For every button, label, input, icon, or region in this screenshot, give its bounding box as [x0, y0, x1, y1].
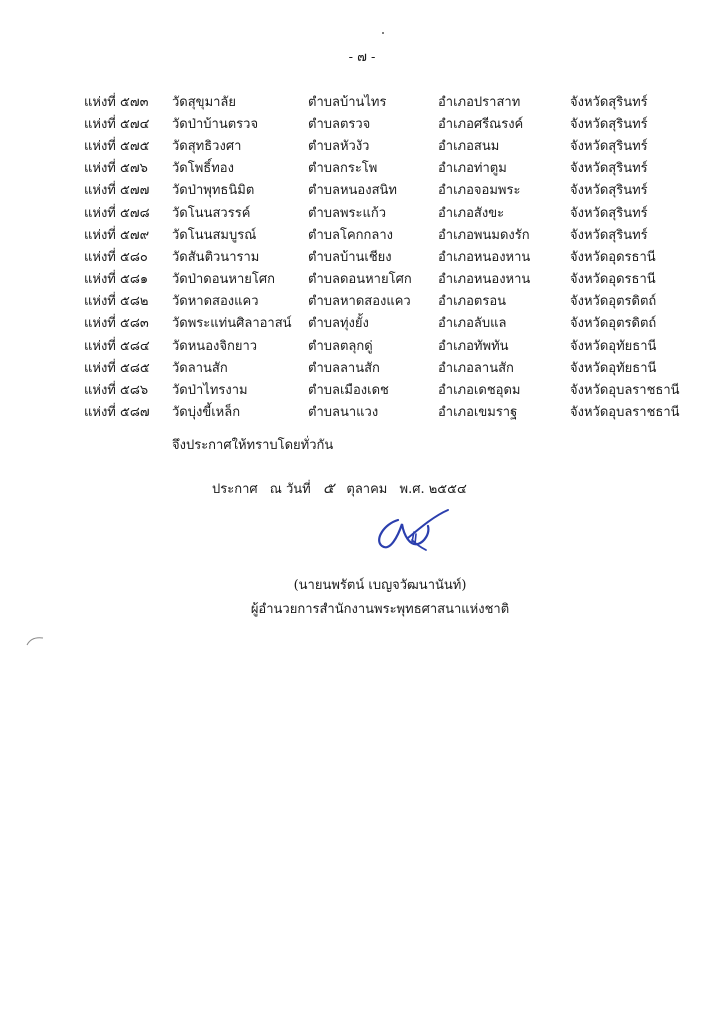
entry-number: แห่งที่ ๕๘๔ — [84, 338, 150, 354]
district: อำเภอปราสาท — [438, 94, 521, 110]
district: อำเภอจอมพระ — [438, 183, 521, 199]
entry-number: แห่งที่ ๕๗๘ — [84, 205, 150, 221]
temple-name: วัดโพธิ์ทอง — [172, 161, 234, 177]
table-row — [84, 312, 700, 334]
province: จังหวัดอุดรธานี — [570, 272, 656, 288]
subdistrict: ตำบลตลุกดู่ — [308, 338, 373, 354]
table-row — [84, 401, 700, 423]
table-row — [84, 223, 700, 245]
dateline-day: ๕ — [322, 479, 335, 497]
dateline-prefix: ประกาศ — [212, 482, 258, 497]
subdistrict: ตำบลตรวจ — [308, 116, 371, 132]
table-row — [84, 334, 700, 356]
district: อำเภอเขมราฐ — [438, 405, 518, 421]
temple-name: วัดพระแท่นศิลาอาสน์ — [172, 316, 292, 332]
entry-number: แห่งที่ ๕๗๖ — [84, 161, 148, 177]
province: จังหวัดอุตรดิตถ์ — [570, 316, 657, 332]
province: จังหวัดอุทัยธานี — [570, 338, 657, 354]
signer-name: (นายนพรัตน์ เบญจวัฒนานันท์) — [293, 578, 467, 593]
province: จังหวัดอุตรดิตถ์ — [570, 294, 657, 310]
table-row — [84, 179, 700, 201]
entry-number: แห่งที่ ๕๗๗ — [84, 183, 150, 199]
subdistrict: ตำบลเมืองเดช — [308, 383, 389, 399]
subdistrict: ตำบลโคกกลาง — [308, 227, 393, 243]
subdistrict: ตำบลกระโพ — [308, 161, 378, 177]
dateline-on-day: ณ วันที่ — [269, 482, 311, 497]
district: อำเภอท่าตูม — [438, 161, 507, 177]
table-row — [84, 290, 700, 312]
temple-name: วัดป่าบ้านตรวจ — [172, 116, 259, 132]
entry-number: แห่งที่ ๕๗๓ — [84, 94, 149, 110]
subdistrict: ตำบลหัวงัว — [308, 138, 370, 154]
table-row — [84, 201, 700, 223]
entry-number: แห่งที่ ๕๘๗ — [84, 405, 150, 421]
table-row — [84, 157, 700, 179]
temple-name: วัดป่าไทรงาม — [172, 383, 248, 399]
scan-artifact-mark — [26, 636, 44, 646]
table-row — [84, 112, 700, 134]
entry-number: แห่งที่ ๕๘๒ — [84, 294, 149, 310]
province: จังหวัดสุรินทร์ — [570, 227, 648, 243]
province: จังหวัดสุรินทร์ — [570, 138, 648, 154]
temple-name: วัดบุ่งขี้เหล็ก — [172, 405, 241, 421]
entry-number: แห่งที่ ๕๘๓ — [84, 316, 149, 332]
entry-number: แห่งที่ ๕๘๕ — [84, 360, 150, 376]
district: อำเภอตรอน — [438, 294, 507, 310]
entry-number: แห่งที่ ๕๘๑ — [84, 272, 149, 288]
temple-name: วัดป่าดอนหายโศก — [172, 272, 276, 288]
province: จังหวัดสุรินทร์ — [570, 94, 648, 110]
province: จังหวัดสุรินทร์ — [570, 116, 648, 132]
temple-name: วัดสุขุมาลัย — [172, 94, 237, 110]
district: อำเภอทัพทัน — [438, 338, 509, 354]
entry-number: แห่งที่ ๕๗๔ — [84, 116, 150, 132]
subdistrict: ตำบลดอนหายโศก — [308, 272, 412, 288]
district: อำเภอพนมดงรัก — [438, 227, 530, 243]
temple-name: วัดโนนสวรรค์ — [172, 205, 251, 221]
table-row — [84, 245, 700, 267]
province: จังหวัดอุดรธานี — [570, 249, 656, 265]
subdistrict: ตำบลนาแวง — [308, 405, 379, 421]
province: จังหวัดสุรินทร์ — [570, 205, 648, 221]
province: จังหวัดอุบลราชธานี — [570, 405, 680, 421]
table-row — [84, 356, 700, 378]
temple-name: วัดลานสัก — [172, 360, 228, 376]
subdistrict: ตำบลบ้านเชียง — [308, 249, 392, 265]
table-row — [84, 268, 700, 290]
temple-name: วัดสุทธิวงศา — [172, 138, 242, 154]
announcement-text: จึงประกาศให้ทราบโดยทั่วกัน — [172, 438, 334, 453]
signer-title: ผู้อำนวยการสำนักงานพระพุทธศาสนาแห่งชาติ — [250, 602, 510, 617]
subdistrict: ตำบลบ้านไทร — [308, 94, 387, 110]
entry-number: แห่งที่ ๕๘๐ — [84, 249, 148, 265]
temple-name: วัดหนองจิกยาว — [172, 338, 258, 354]
entry-number: แห่งที่ ๕๗๙ — [84, 227, 150, 243]
temple-list-body — [84, 90, 700, 423]
district: อำเภอสังขะ — [438, 205, 505, 221]
temple-list-table — [84, 90, 700, 423]
handwritten-signature — [368, 506, 458, 556]
temple-name: วัดหาดสองแคว — [172, 294, 259, 310]
district: อำเภอหนองหาน — [438, 249, 531, 265]
province: จังหวัดสุรินทร์ — [570, 161, 648, 177]
table-row — [84, 378, 700, 400]
province: จังหวัดสุรินทร์ — [570, 183, 648, 199]
district: อำเภอหนองหาน — [438, 272, 531, 288]
subdistrict: ตำบลหนองสนิท — [308, 183, 397, 199]
dateline-year: พ.ศ. ๒๕๕๔ — [399, 482, 467, 497]
dateline — [212, 476, 475, 500]
scan-dot — [382, 32, 384, 34]
entry-number: แห่งที่ ๕๘๖ — [84, 383, 149, 399]
district: อำเภอสนม — [438, 138, 500, 154]
table-row — [84, 134, 700, 156]
page-number: - ๗ - — [348, 50, 376, 65]
province: จังหวัดอุทัยธานี — [570, 360, 657, 376]
district: อำเภอลานสัก — [438, 360, 514, 376]
district: อำเภอลับแล — [438, 316, 507, 332]
subdistrict: ตำบลลานสัก — [308, 360, 380, 376]
province: จังหวัดอุบลราชธานี — [570, 383, 680, 399]
district: อำเภอเดชอุดม — [438, 383, 521, 399]
district: อำเภอศรีณรงค์ — [438, 116, 524, 132]
subdistrict: ตำบลพระแก้ว — [308, 205, 387, 221]
table-row — [84, 90, 700, 112]
subdistrict: ตำบลทุ่งยั้ง — [308, 316, 369, 332]
dateline-month: ตุลาคม — [346, 482, 388, 497]
temple-name: วัดสันติวนาราม — [172, 249, 260, 265]
entry-number: แห่งที่ ๕๗๕ — [84, 138, 150, 154]
temple-name: วัดโนนสมบูรณ์ — [172, 227, 257, 243]
subdistrict: ตำบลหาดสองแคว — [308, 294, 411, 310]
temple-name: วัดป่าพุทธนิมิต — [172, 183, 255, 199]
